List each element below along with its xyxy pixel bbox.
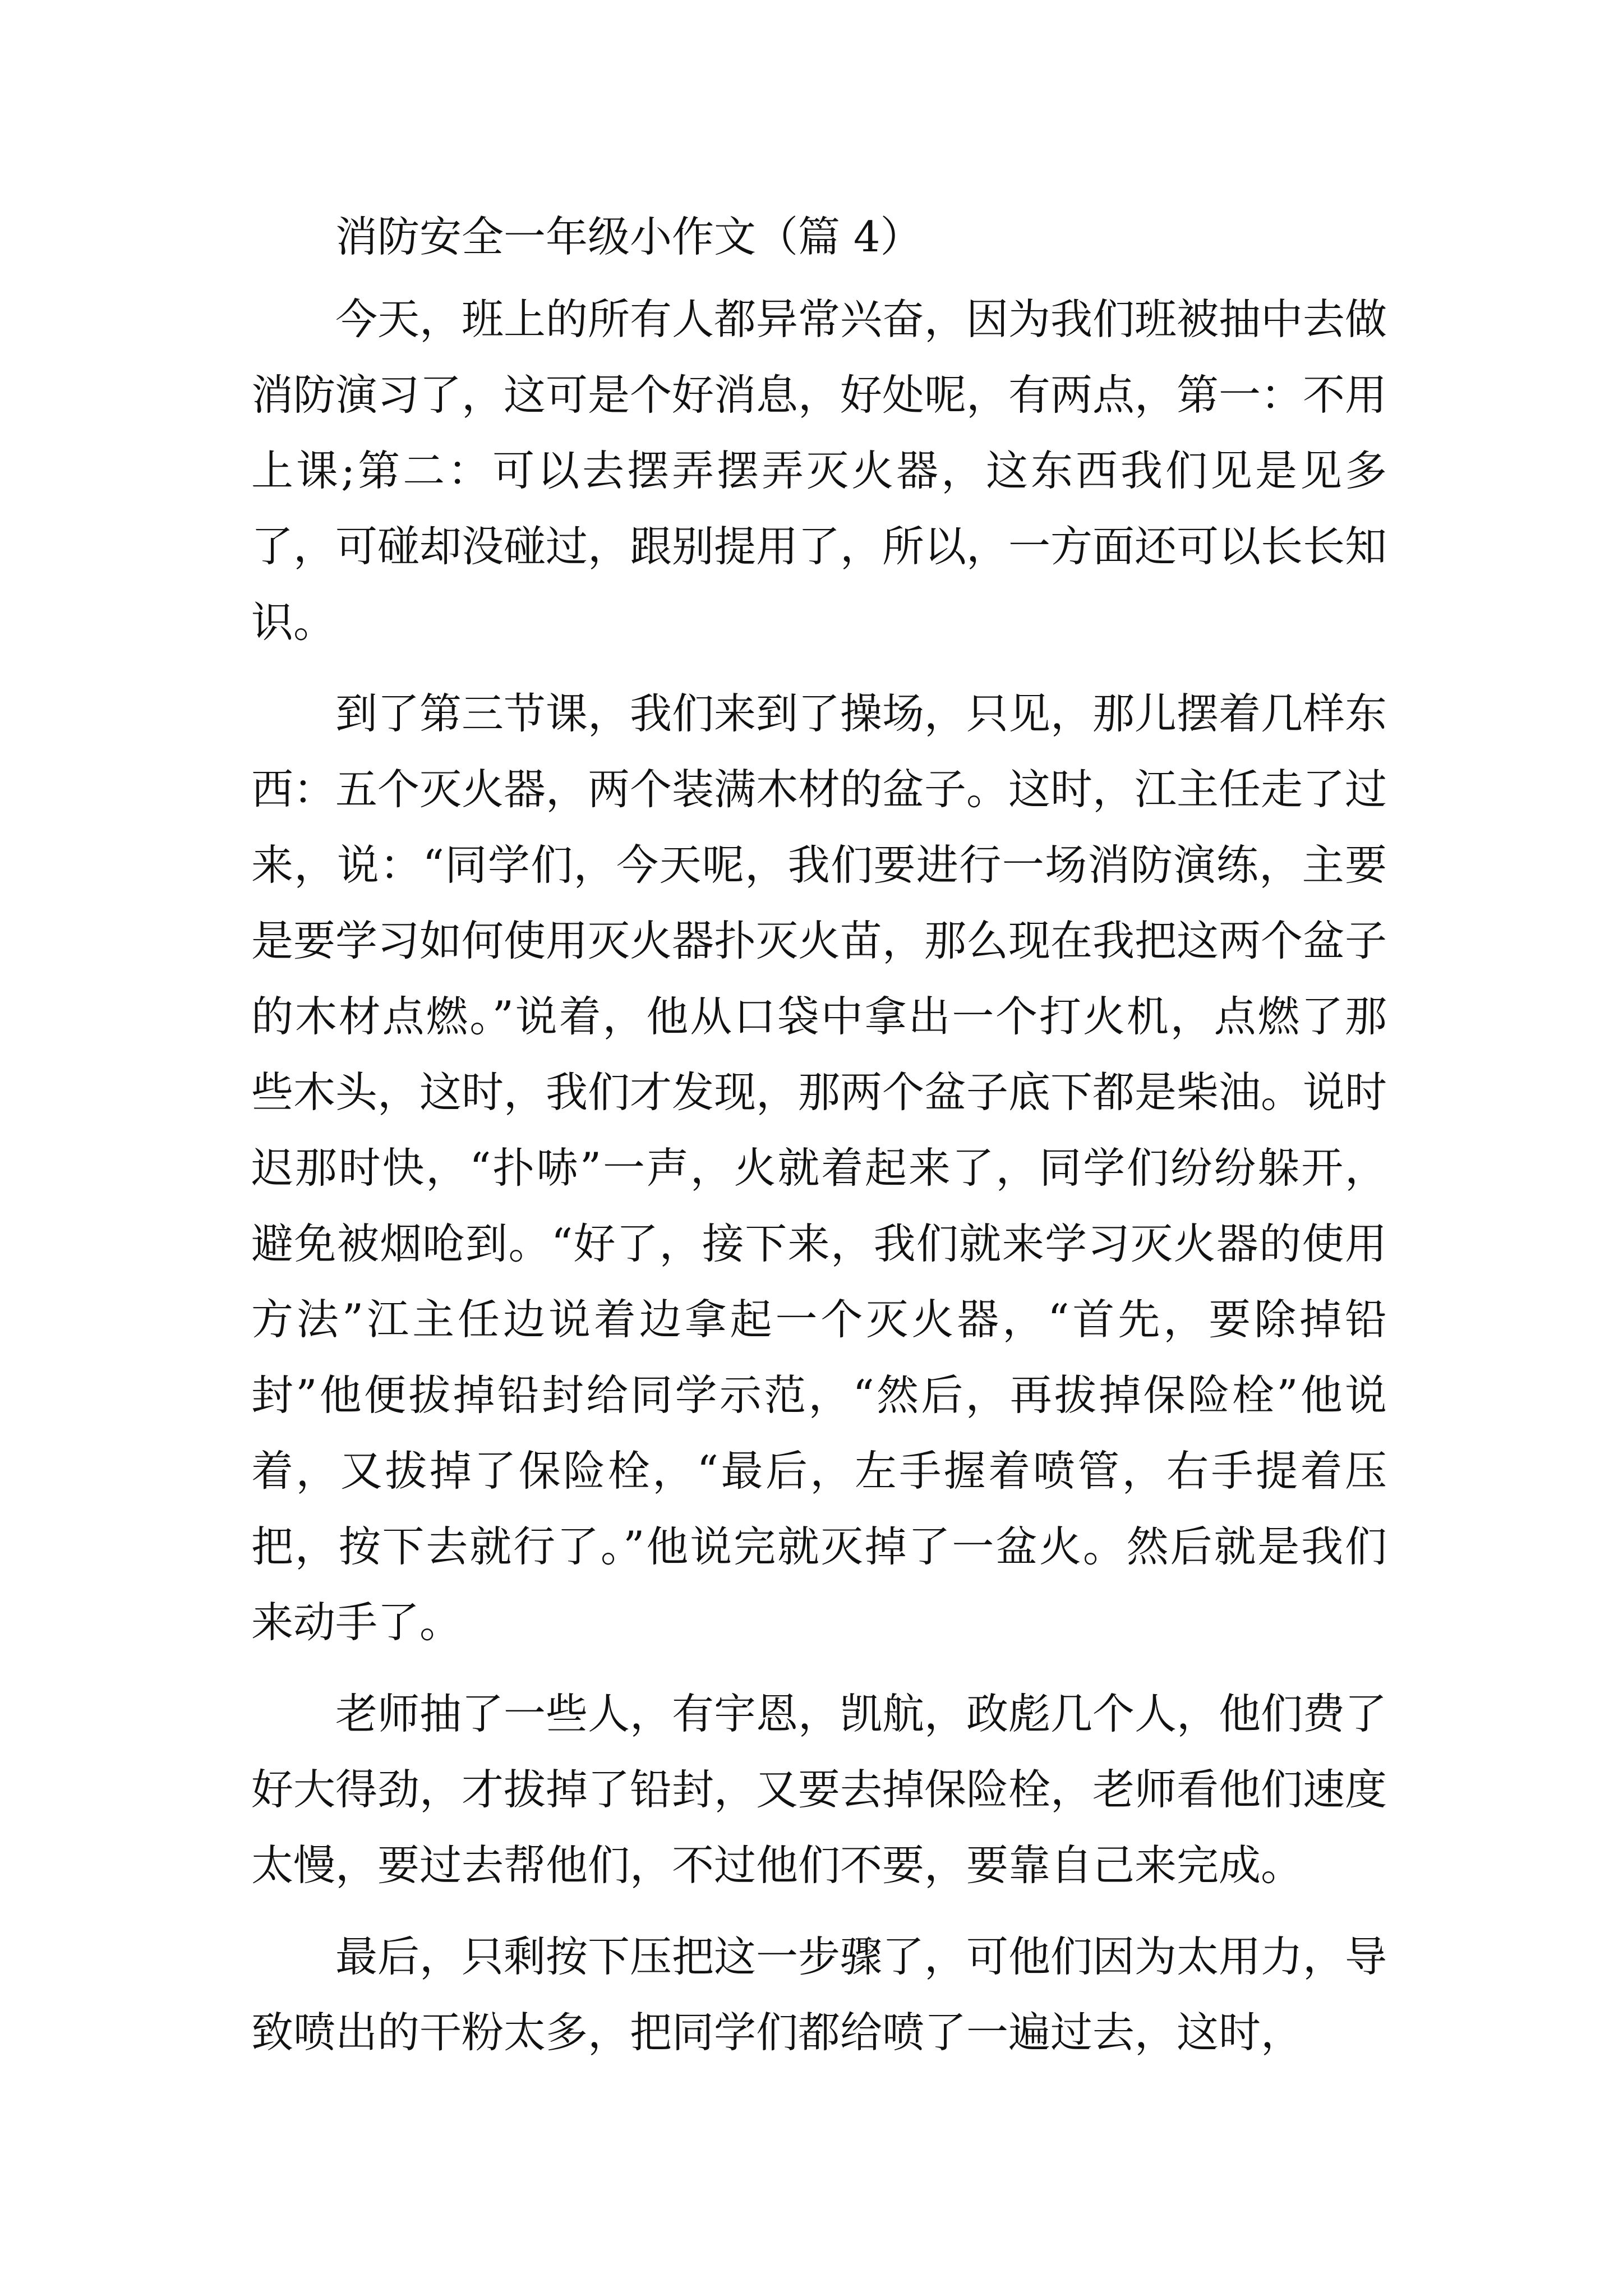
paragraph-4: 最后，只剩按下压把这一步骤了，可他们因为太用力，导致喷出的干粉太多，把同学们都给喷了一遍过去，这时，	[251, 1932, 1387, 2057]
paragraph-3: 老师抽了一些人，有宇恩，凯航，政彪几个人，他们费了好大得劲，才拔掉了铅封，又要去掉保险栓，老师看他们速度太慢，要过去帮他们，不过他们不要，要靠自己来完成。	[251, 1689, 1387, 1890]
paragraph-1: 今天，班上的所有人都异常兴奋，因为我们班被抽中去做消防演习了，这可是个好消息，好处呢，有两点，第一：不用上课;第二：可以去摆弄摆弄灭火器，这东西我们见是见多了，可碰却没碰过，跟别提用了，所以，一方面还可以长长知识。	[251, 295, 1387, 647]
document-body	[251, 199, 1387, 2070]
paragraph-2: 到了第三节课，我们来到了操场，只见，那儿摆着几样东西：五个灭火器，两个装满木材的盆子。这时，江主任走了过来，说：“同学们，今天呢，我们要进行一场消防演练，主要是要学习如何使用灭火器扑灭火苗，那么现在我把这两个盆子的木材点燃。”说着，他从口袋中拿出一个打火机，点燃了那些木头，这时，我们才发现，那两个盆子底下都是柴油。说时迟那时快，“扑哧”一声，火就着起来了，同学们纷纷躲开，避免被烟呛到。“好了，接下来，我们就来学习灭火器的使用方法”江主任边说着边拿起一个灭火器，“首先，要除掉铅封”他便拔掉铅封给同学示范，“然后，再拔掉保险栓”他说着，又拔掉了保险栓，“最后，左手握着喷管，右手提着压把，按下去就行了。”他说完就灭掉了一盆火。然后就是我们来动手了。	[251, 689, 1387, 1647]
document-title: 消防安全一年级小作文（篇 4）	[335, 212, 923, 261]
